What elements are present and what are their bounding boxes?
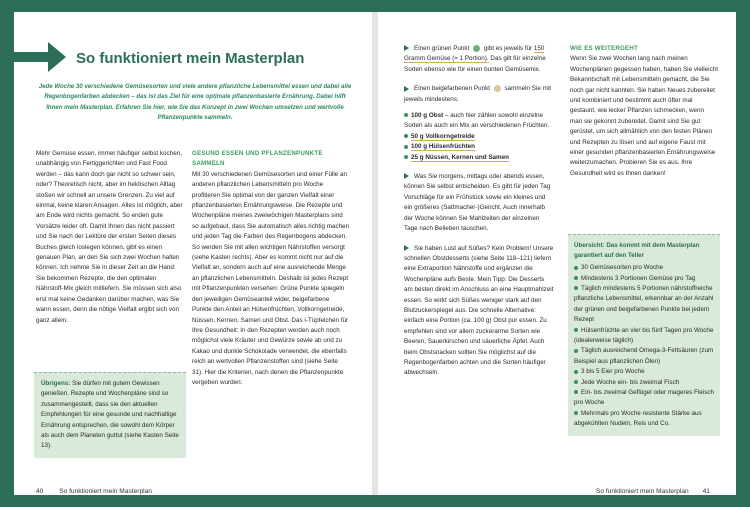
- sweets-paragraph: Sie haben Lust auf Süßes? Kein Problem! Unsere schnellen Obstdesserts (siehe Seite 118–121) liefern eine Extraportion Nährstoffe und ergänzen die Wochenpläne aufs Beste. Mein Tipp: Die Desserts am besten direkt im Anschluss an eine Hauptmahlzeit essen. So wirkt sich Süßes weniger stark auf den Blutzuckerspiegel aus. Die schnelle Alternative: einfach eine Portion (ca. 100 g) Obst pur essen. Zu empfehlen sind vor allem zuckerarme Sorten wie Beeren, Sauerkirschen und säuerliche Äpfel. Auch beim Obstsnacken sollten Sie möglichst auf die Regenbogenfarben achten und die Sorten häufiger abwechseln.: [404, 244, 554, 377]
- body-text: Mehr Gemüse essen, immer häufiger selbst kochen, unabhängig von Fertiggerichten und Fast Food werden – das kann doch gar nicht so schwer sein, oder? Theoretisch nicht, aber im hektischen Alltag stoßen wir schnell an unsere Grenzen. Zu viel auf einmal, keine klaren Ansagen. Alles ist möglich, aber am Ende wird nichts gemacht. So enden gute Vorsätze leider oft. Damit Ihnen das nicht passiert und Sie nach der Lektüre der ersten Seiten dieses Buches gleich loslegen können, gibt es einen genauen Plan, an den Sie sich zwei Wochen halten können. Ich nehme Sie in dieser Zeit an die Hand: Sie bekommen Rezepte, die den optimalen Nährstoff-Mix gleich mitliefern. Sie müssen sich also erst mal keine Gedanken darüber machen, was Sie wann essen, denn die nötige Vielfalt ergibt sich von ganz allein.: [36, 150, 183, 324]
- summary-heading: Übersicht: Das kommt mit dem Masterplan garantiert auf den Teller: [574, 242, 700, 259]
- bullet-icon: [574, 266, 578, 270]
- summary-list: [574, 263, 714, 430]
- bullet-icon: [404, 134, 408, 138]
- page-title: So funktioniert mein Masterplan: [76, 50, 305, 67]
- bullet-icon: [574, 390, 578, 394]
- green-dot-icon: [473, 45, 480, 52]
- list-item: Mehrmals pro Woche resistente Stärke aus abgekühlten Nudeln, Reis und Co.: [574, 409, 702, 428]
- body-text: Mit 30 verschiedenen Gemüsesorten und einer Fülle an anderen pflanzlichen Lebensmitteln pro Woche profitieren Sie optimal von der ganzen Vielfalt einer pflanzenbasierten Ernährungsweise. Die Rezepte und Wochenpläne meines zweiwöchigen Masterplans sind so aufgebaut, dass Sie automatisch alles richtig machen und jeden Tag die Farben des Regenbogens abdecken. So werden Sie mit allen wichtigen Nährstoffen versorgt (siehe Kasten rechts). Aber es kommt nicht nur auf die Vielfalt an, sondern auch auf eine ausreichende Menge an pflanzlichen Lebensmitteln. Deshalb ist jedes Rezept mit Pflanzenpunkten versehen: Grüne Punkte spiegeln den jeweiligen Gemüseanteil wider, beigefarbene Punkte den Anteil an Hülsenfrüchten, Vollkorngetreide, Nüssen, Kernen, Samen und Obst. Das i-Tüpfelchen für Ihre Gesundheit: In den Rezepten werden auch noch möglichst viele Kräuter und Gewürze sowie ab und zu Kakao und dunkle Schokolade verwendet, die ebenfalls reich an wertvollen Pflanzenstoffen sind (siehe Seite 31). Hier die Kriterien, nach denen die Pflanzenpunkte vergeben wurden:: [192, 170, 350, 386]
- section-heading: GESUND ESSEN UND PFLANZENPUNKTE SAMMELN: [192, 150, 323, 168]
- green-point-rule: Einen grünen Punkt gibt es jeweils für 150 Gramm Gemüse (≈ 1 Portion). Das gilt für einzelne Sorten ebenso wie für einen bunten Gemüsemix.: [404, 45, 546, 73]
- page-footer: [596, 488, 710, 495]
- bullet-icon: [574, 276, 578, 280]
- page-number: 41: [702, 488, 710, 495]
- list-item: 50 g Vollkorngetreide: [404, 132, 554, 142]
- bullet-icon: [404, 155, 408, 159]
- bullet-icon: [404, 145, 408, 149]
- triangle-bullet-icon: [404, 245, 409, 251]
- list-item: Mindestens 3 Portionen Gemüse pro Tag: [574, 274, 714, 284]
- triangle-bullet-icon: [404, 86, 409, 92]
- column-right: [570, 44, 718, 179]
- page-number: 40: [36, 488, 44, 495]
- meals-paragraph: Was Sie morgens, mittags oder abends essen, können Sie selbst entscheiden. Es gibt für jeden Tag Vorschläge für ein Frühstück sowie ein kleines und ein größeres (Sattmacher-)Gericht. Auch innerhalb der Woche können Sie Mahlzeiten der einzelnen Tage nach Belieben tauschen.: [404, 173, 551, 233]
- beige-list: [404, 111, 554, 163]
- triangle-bullet-icon: [404, 173, 409, 179]
- arrow-icon: [14, 42, 66, 72]
- list-item: 3 bis 5 Eier pro Woche: [574, 367, 714, 377]
- info-box-label: Übrigens:: [41, 380, 71, 387]
- info-box-text: Sie dürfen mit gutem Gewissen genießen. Rezepte und Wochenpläne sind so zusammengestellt, dass sie den aktuellen Empfehlungen für eine gesunde und nachhaltige Ernährung entsprechen, die sowohl dem Körper als auch dem Planeten guttut (siehe Kasten Seite 13).: [41, 380, 179, 450]
- column-right: [192, 149, 350, 388]
- bullet-icon: [574, 370, 578, 374]
- page-footer: [36, 488, 152, 495]
- bullet-icon: [574, 349, 578, 353]
- running-head: So funktioniert mein Masterplan: [596, 488, 689, 495]
- column-left: [36, 149, 184, 326]
- intro-text: Jede Woche 30 verschiedene Gemüsesorten und viele andere pflanzliche Lebensmittel essen und dabei alle Regenbogenfarben abdecken – das ist das Ziel für eine optimale pflanzenbasierte Ernährung. Dabei hilft Ihnen mein Masterplan. Erfahren Sie hier, wie Sie das Konzept in zwei Wochen umsetzen und wertvolle Pflanzenpunkte sammeln.: [38, 83, 352, 122]
- bullet-icon: [574, 286, 578, 290]
- green-quantity: 150 Gramm Gemüse (≈ 1 Portion).: [404, 45, 545, 63]
- bullet-icon: [404, 113, 408, 117]
- list-item: Ein- bis zweimal Geflügel oder mageres Fleisch pro Woche: [574, 389, 714, 407]
- section-heading: WIE ES WEITERGEHT: [570, 45, 639, 52]
- triangle-bullet-icon: [404, 45, 409, 51]
- left-page: [14, 12, 372, 495]
- list-item: 30 Gemüsesorten pro Woche: [574, 263, 714, 273]
- list-item: Täglich mindestens 5 Portionen nährstoffreiche pflanzliche Lebensmittel, erkennbar an der Anzahl der grünen und beigefarbenen Punkte bei jedem Rezept: [574, 285, 714, 324]
- right-page: [378, 12, 736, 495]
- beige-dot-icon: [494, 85, 501, 92]
- bullet-icon: [574, 380, 578, 384]
- column-left: [404, 44, 554, 388]
- bullet-icon: [574, 328, 578, 332]
- info-box: [34, 372, 186, 458]
- bullet-icon: [574, 411, 578, 415]
- list-item: Jede Woche ein- bis zweimal Fisch: [574, 378, 714, 388]
- summary-box: [568, 234, 720, 436]
- list-item: 100 g Obst – auch hier zählen sowohl einzelne Sorten als auch ein Mix an verschiedenen Früchten.: [404, 112, 550, 130]
- list-item: 25 g Nüssen, Kernen und Samen: [404, 153, 554, 163]
- list-item: 100 g Hülsenfrüchten: [404, 142, 554, 152]
- list-item: Täglich ausreichend Omega-3-Fettsäuren (zum Beispiel aus pflanzlichen Ölen): [574, 347, 714, 365]
- running-head: So funktioniert mein Masterplan: [59, 488, 152, 495]
- list-item: Hülsenfrüchte an vier bis fünf Tagen pro Woche (idealerweise täglich): [574, 326, 714, 345]
- beige-point-rule: Einen beigefarbenen Punkt sammeln Sie mit jeweils mindestens:: [404, 85, 552, 103]
- body-text: Wenn Sie zwei Wochen lang nach meinen Wochenplänen gegessen haben, haben Sie vielleicht Bekanntschaft mit Lebensmitteln gemacht, die Sie noch gar nicht kannten. Sie haben Neues zubereitet und kombiniert und bestimmt auch öfter mal gestaunt, wie lecker Pflanzen schmecken, wenn man sie gekonnt zubereitet. Damit sind Sie gut gerüstet, um sich allmählich von den festen Plänen und Rezepten zu lösen und auf eigene Faust mit einer gesunden pflanzenbasierten Ernährungsweise weiterzumachen. Probieren Sie es aus. Ihre Gesundheit wird es Ihnen danken!: [570, 55, 718, 177]
